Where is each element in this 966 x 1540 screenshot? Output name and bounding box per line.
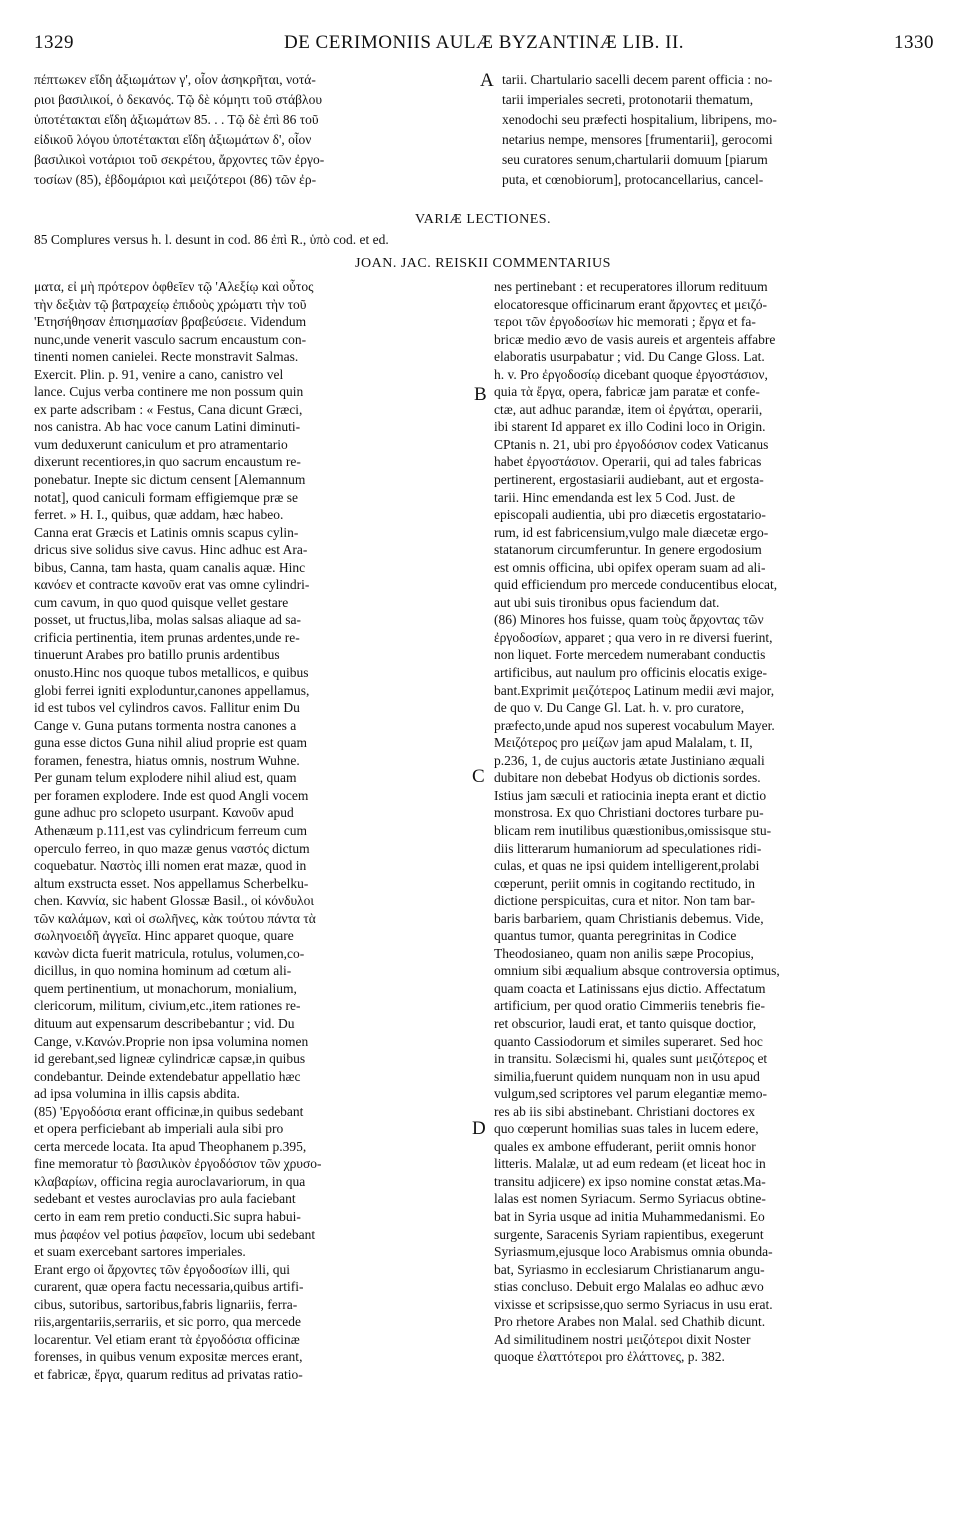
text-line: ὑποτέτακται εἴδη ἀξιωμάτων 85. . . Τῷ δὲ ἐπὶ 86 τοῦ bbox=[34, 112, 319, 127]
text-line: elocatoresque officinarum erant ἄρχοντες et μειζό- bbox=[494, 296, 767, 312]
text-line: bat, Syriasmo in ecclesiarum Christianarum angu- bbox=[494, 1261, 765, 1277]
text-line: transitu adjicere) ex ipso nomine constat ætas.Ma- bbox=[494, 1173, 766, 1189]
text-line: et fabricæ, ἔργα, quarum reditus ad privatas ratio- bbox=[34, 1366, 303, 1382]
text-line: puta, et cœnobiorum], protocancellarius, cancel- bbox=[502, 172, 764, 187]
text-line: crificia pertinentia, item prunas ardentes,unde re- bbox=[34, 629, 300, 645]
text-line: nes pertinebant : et recuperatores illorum redituum bbox=[494, 279, 768, 294]
margin-letter-c: C bbox=[472, 766, 485, 787]
variant-readings-note: 85 Complures versus h. l. desunt in cod. 86 ἐπὶ R., ὑπὸ cod. et ed. bbox=[34, 232, 389, 247]
text-line: certa mercede locata. Ita apud Theophanem p.395, bbox=[34, 1138, 307, 1154]
text-line: cœperunt, periit omnis in cogitando rectitudo, in bbox=[494, 875, 755, 891]
text-line: 'Ετησήθησαν ἐπισημασίαν βραβεύσειε. Videndum bbox=[34, 314, 307, 330]
text-line: Istius jam sæculi et ratiocinia inepta erant et dictio bbox=[494, 787, 767, 803]
latin-translation-column bbox=[502, 70, 934, 190]
text-line: litteris. Malalæ, ut ad eum redeam (et liceat hoc in bbox=[494, 1156, 766, 1172]
text-line: τοσίων (85), ἑβδομάριοι καὶ μειζότεροι (86) τῶν ἐρ- bbox=[34, 172, 317, 187]
greek-text-column bbox=[34, 70, 462, 190]
text-line: cum cavum, in quo quod quisque vellet gestare bbox=[34, 594, 289, 610]
text-line: et suam exercebant sartores imperiales. bbox=[34, 1244, 246, 1260]
margin-letter-b: B bbox=[474, 384, 487, 405]
text-line: pertinerent, ergostasiarii audiebant, aut et ergosta- bbox=[494, 472, 764, 488]
text-line: dixerunt recentiores,in quo sacrum encaustum re- bbox=[34, 454, 301, 470]
text-line: Athenæum p.111,est vas cylindricum ferreum cum bbox=[34, 822, 308, 838]
text-line: quoque ἐλαττότεροι pro ἐλάττονες, p. 382. bbox=[494, 1349, 725, 1365]
text-line: id gerebant,sed ligneæ cylindricæ capsæ,in quibus bbox=[34, 1051, 306, 1067]
text-line: culas, et quas ne ipsi quidem intelligerent,prolabi bbox=[494, 858, 760, 874]
text-line: chen. Καννία, sic habent Glossæ Basil., οἱ κόνδυλοι bbox=[34, 893, 315, 909]
text-line: (86) Minores hos fuisse, quam τοὺς ἄρχοντας τῶν bbox=[494, 612, 764, 628]
text-line: bat in Syria usque ad initia Muhammedanismi. Eo bbox=[494, 1208, 765, 1224]
text-line: tinuerunt Arabes pro batillo prunis ardentibus bbox=[34, 647, 280, 663]
text-line: h. v. Pro ἐργοδοσίῳ dicebant quoque ἐργοστάσιον, bbox=[494, 366, 768, 382]
text-line: curarent, quæ opera factu necessaria,quibus artifi- bbox=[34, 1279, 304, 1295]
text-line: res ab iis sibi abstinebant. Christiani doctores ex bbox=[494, 1103, 755, 1119]
text-line: onusto.Hinc nos quoque tubos metallicos, e quibus bbox=[34, 665, 309, 681]
text-line: CPtanis n. 21, ubi pro ἐργοδόσιον codex Vaticanus bbox=[494, 436, 769, 452]
text-line: est omnis officina, ubi opifex operam suam ad ali- bbox=[494, 559, 766, 575]
text-line: Per gunam telum explodere nihil aliud est, quam bbox=[34, 770, 297, 786]
text-line: id est tubos vel cylindros cavos. Fallitur enim Du bbox=[34, 700, 300, 716]
text-line: per foramen explodere. Inde est quod Angli vocem bbox=[34, 787, 309, 803]
text-line: Μειζότερος pro μείζων jam apud Malalam, t. II, bbox=[494, 735, 753, 751]
text-line: guna esse dictos Guna nihil aliud proprie est quam bbox=[34, 735, 307, 751]
text-line: rum, id est fabricensium,vulgo male diæcetæ ergo- bbox=[494, 524, 769, 540]
text-line: fine memoratur τὸ βασιλικὸν ἐργοδόσιον τῶν χρυσο- bbox=[34, 1156, 322, 1172]
text-line: p.236, 1, de cujus auctoris ætate Justiniano æquali bbox=[494, 752, 765, 768]
text-line: lalas est nomen Syriacum. Sermo Syriacus obtine- bbox=[494, 1191, 766, 1207]
text-line: foramen, fenestra, hiatus omnis, nostrum Wuhne. bbox=[34, 752, 300, 768]
text-line: baris barbariem, quam Christianis debemus. Vide, bbox=[494, 910, 764, 926]
text-line: ctæ, aut adhuc parandæ, item οἱ ἐργάται, operarii, bbox=[494, 401, 763, 417]
text-line: ex parte adscribam : « Festus, Cana dicunt Græci, bbox=[34, 401, 303, 417]
text-line: nos canistra. Ab hac voce canum Latini diminuti- bbox=[34, 419, 301, 435]
text-line: blicam rem inutilibus quæstionibus,omissisque stu- bbox=[494, 822, 772, 838]
text-line: Erant ergo οἱ ἄρχοντες τῶν ἐργοδοσίων illi, qui bbox=[34, 1261, 290, 1277]
text-line: diis litterarum humaniorum ad speculationes ridi- bbox=[494, 840, 762, 856]
text-line: ibi starent Id apparet ex illo Codini loco in Origin. bbox=[494, 419, 766, 435]
margin-letter-d: D bbox=[472, 1118, 486, 1139]
text-line: non liquet. Forte mercedem numerabant conductis bbox=[494, 647, 766, 663]
commentary-right-column bbox=[494, 278, 934, 1366]
running-header bbox=[34, 32, 934, 58]
text-line: lance. Cujus verba continere me non possum quin bbox=[34, 384, 304, 400]
text-line: quid efficiendum pro mercede conducentibus elocat, bbox=[494, 577, 778, 593]
text-line: coquebatur. Ναστὸς illi nomen erat mazæ, quod in bbox=[34, 858, 307, 874]
text-line: stias concluso. Debuit ergo Malalas eo adhuc ævo bbox=[494, 1279, 764, 1295]
text-line: bibus, Canna, tam hasta, quam canalis aquæ. Hinc bbox=[34, 559, 306, 575]
text-line: Canna erat Græcis et Latinis omnis scapus cylin- bbox=[34, 524, 299, 540]
text-line: riis,argentariis,serrariis, et sic porro, qua mercede bbox=[34, 1314, 302, 1330]
text-line: quam coacta et Latinissans ejus dictio. Affectatum bbox=[494, 980, 766, 996]
variae-lectiones-heading: VARIÆ LECTIONES. bbox=[414, 212, 552, 227]
text-line: dricus sive solidus sive cavus. Hinc adhuc est Ara- bbox=[34, 542, 308, 558]
text-line: locarentur. Vel etiam erant τὰ ἐργοδόσια officinæ bbox=[34, 1331, 300, 1347]
text-line: cibus, sutoribus, sartoribus,fabris lignariis, ferra- bbox=[34, 1296, 298, 1312]
text-line: quem pertinentium, ut monachorum, monialium, bbox=[34, 980, 297, 996]
text-line: altum exstructa esset. Nos appellamus Scherbelku- bbox=[34, 875, 309, 891]
margin-letter-a: A bbox=[480, 70, 494, 91]
text-line: condebantur. Deinde extendebatur appellatio hæc bbox=[34, 1068, 301, 1084]
text-line: episcopali audientia, ubi pro diæcetis ergostatario- bbox=[494, 507, 766, 523]
text-line: ferret. » H. I., quibus, quæ addam, hæc habeo. bbox=[34, 507, 284, 523]
text-line: τεροι τῶν ἐργοδοσίων hic memorati ; ἔργα et fa- bbox=[494, 314, 756, 330]
text-line: statanorum circumferuntur. In genere ergodosium bbox=[494, 542, 762, 558]
text-line: quo cœperunt homilias suas tales in lucem edere, bbox=[494, 1121, 759, 1137]
commentary-heading: JOAN. JAC. REISKII COMMENTARIUS bbox=[355, 256, 611, 271]
text-line: omnium sibi æqualium absque controversia optimus, bbox=[494, 963, 780, 979]
text-line: ριοι βασιλικοί, ὁ δεκανός. Τῷ δὲ κόμητι τοῦ στάβλου bbox=[34, 92, 323, 107]
text-line: gune adhuc pro sclopeto usurpant. Κανοῦν apud bbox=[34, 805, 294, 821]
text-line: ad ipsa volumina in illis capsis abdita. bbox=[34, 1086, 240, 1102]
text-line: Syriasmum,ejusque loco Arabismus omnia obunda- bbox=[494, 1244, 773, 1260]
text-line: ἐργοδοσίων, apparet ; qua vero in re diversi fuerint, bbox=[494, 629, 773, 645]
text-line: quanto Cassiodorum et similes superaret. Sed hoc bbox=[494, 1033, 763, 1049]
text-line: dicillus, in quo nomina hominum ad cœtum ali- bbox=[34, 963, 292, 979]
text-line: τῶν καλάμων, καὶ οἱ σωλῆνες, κὰκ τούτου πάντα τὰ bbox=[34, 910, 316, 926]
text-line: Cange v. Guna putans tormenta nostra canones a bbox=[34, 717, 297, 733]
text-line: σωληνοειδῆ ἀγγεῖα. Hinc apparet quoque, quare bbox=[34, 928, 294, 944]
text-line: tinenti nomen canielei. Recte monstravit Salmas. bbox=[34, 349, 299, 365]
text-line: dictione perspicuitas, cura et nitor. Non tam bar- bbox=[494, 893, 756, 909]
text-line: κανόεν et contracte κανοῦν erat vas omne cylindri- bbox=[34, 577, 310, 593]
text-line: surgente, Saracenis Syriam rapientibus, exegerunt bbox=[494, 1226, 764, 1242]
text-line: κλαβαρίων, officina regia auroclavariorum, in qua bbox=[34, 1173, 306, 1189]
text-line: vum deduxerunt caniculum et pro atramentario bbox=[34, 436, 288, 452]
text-line: (85) 'Εργοδόσια erant officinæ,in quibus sedebant bbox=[34, 1103, 304, 1119]
text-line: tarii. Chartulario sacelli decem parent officia : no- bbox=[502, 72, 773, 87]
text-line: Pro rhetore Arabes non Malal. sed Chathib dicunt. bbox=[494, 1314, 766, 1330]
text-line: Cange, v.Κανών.Proprie non ipsa volumina nomen bbox=[34, 1033, 309, 1049]
text-line: κανὼν dicta fuerit matricula, rotulus, volumen,co- bbox=[34, 945, 305, 961]
running-title: DE CERIMONIIS AULÆ BYZANTINÆ LIB. II. bbox=[283, 32, 685, 53]
page-number-right: 1330 bbox=[894, 32, 934, 53]
text-line: πέπτωκεν εἴδη ἀξιωμάτων γ', οἷον ἀσηκρῆται, νοτά- bbox=[34, 72, 316, 87]
text-line: netarius nempe, mensores [frumentarii], gerocomi bbox=[502, 132, 773, 147]
text-line: tarii imperiales secreti, protonotarii thematum, bbox=[502, 92, 754, 107]
text-line: bant.Exprimit μειζότερος Latinum medii ævi major, bbox=[494, 682, 775, 698]
text-line: et opera perficiebant ab imperiali aula sibi pro bbox=[34, 1121, 284, 1137]
text-line: clericorum, militum, civium,etc.,item rationes re- bbox=[34, 998, 301, 1014]
text-line: βασιλικοὶ νοτάριοι τοῦ σεκρέτου, ἄρχοντες τῶν ἐργο- bbox=[34, 152, 325, 167]
text-line: bricæ medio ævo de vasis aureis et argenteis affabre bbox=[494, 331, 776, 347]
text-line: elaboratis usurpabatur ; vid. Du Cange Gloss. Lat. bbox=[494, 349, 765, 365]
text-line: ponebatur. Inepte sic dictum censent [Alemannum bbox=[34, 472, 306, 488]
text-line: nunc,unde venerit vasculo sacrum encaustum con- bbox=[34, 331, 307, 347]
text-line: notat], quod caniculi formam effigiemque præ se bbox=[34, 489, 299, 505]
text-line: vixisse et scripsisse,quo sermo Syriacus in usu erat. bbox=[494, 1296, 773, 1312]
text-line: monstrosa. Ex quo Christiani doctores turbare pu- bbox=[494, 805, 764, 821]
text-line: similia,fuerunt quidem nunquam non in usu apud bbox=[494, 1068, 760, 1084]
text-line: dituum aut expensarum describebantur ; vid. Du bbox=[34, 1015, 295, 1031]
text-line: certo in eam rem pretio conducti.Sic supra habui- bbox=[34, 1208, 301, 1224]
text-line: operculo ferreo, in quo mazæ genus ναστός dictum bbox=[34, 840, 310, 856]
text-line: habet ἐργοστάσιον. Operarii, qui ad tales fabricas bbox=[494, 454, 762, 470]
text-line: vulgum,sed scriptores vel parum elegantiæ memo- bbox=[494, 1086, 767, 1102]
text-line: ret obscurior, laudi erat, et tanto quisque doctior, bbox=[494, 1015, 757, 1031]
text-line: quantus tumor, quanta peregrinitas in Codice bbox=[494, 928, 737, 944]
text-line: globi ferrei igniti exploduntur,canones appellamus, bbox=[34, 682, 310, 698]
text-line: εἰδικοῦ λόγου ὑποτέτακται εἴδη ἀξιωμάτων δ', οἷον bbox=[34, 132, 312, 147]
text-line: Ad similitudinem nostri μειζότεροι dixit Noster bbox=[494, 1331, 751, 1347]
text-line: quales ex ambone effuderant, periit omnis honor bbox=[494, 1138, 756, 1154]
text-line: ματα, εἰ μὴ πρότερον ὀφθεῖεν τῷ 'Αλεξίῳ καὶ οὗτος bbox=[34, 279, 314, 294]
text-line: Exercit. Plin. p. 91, venire a cano, canistro vel bbox=[34, 366, 284, 382]
text-line: seu curatores senum,chartularii domuum [piarum bbox=[502, 152, 768, 167]
text-line: de quo v. Du Cange Gl. Lat. h. v. pro curatore, bbox=[494, 700, 745, 716]
text-line: xenodochi seu præfecti hospitalium, libripens, mo- bbox=[502, 112, 777, 127]
text-line: præfecto,unde apud nos superest vocabulum Mayer. bbox=[494, 717, 775, 733]
text-line: forenses, in quibus venum expositæ merces erant, bbox=[34, 1349, 303, 1365]
page-number-left: 1329 bbox=[34, 32, 74, 53]
text-line: mus ῥαφέον vel potius ῥαφεῖον, locum ubi sedebant bbox=[34, 1226, 316, 1242]
text-line: Theodosianeo, quam non anilis sæpe Procopius, bbox=[494, 945, 754, 961]
text-line: quia τὰ ἔργα, opera, fabricæ jam paratæ et confe- bbox=[494, 384, 760, 400]
text-line: sedebant et vestes auroclavias pro aula faciebant bbox=[34, 1191, 296, 1207]
text-line: τὴν δεξιὰν τῷ βατραχείῳ ἐπιδοὺς χρώματι τὴν τοῦ bbox=[34, 296, 307, 312]
text-line: in transitu. Solæcismi hi, quales sunt μειζότερος et bbox=[494, 1051, 768, 1067]
text-line: aut ubi suis tironibus opus faciendum dat. bbox=[494, 594, 720, 610]
text-line: tarii. Hinc emendanda est lex 5 Cod. Just. de bbox=[494, 489, 736, 505]
text-line: artificibus, aut naulum pro officinis elocatis exige- bbox=[494, 665, 768, 681]
text-line: dubitare non debebat Hodyus ob dictionis sordes. bbox=[494, 770, 761, 786]
text-line: posset, ut fructus,liba, molas salsas aliaque ad sa- bbox=[34, 612, 301, 628]
text-line: artificium, per quod oratio Cimmeriis tenebris fie- bbox=[494, 998, 766, 1014]
commentary-left-column bbox=[34, 278, 474, 1383]
